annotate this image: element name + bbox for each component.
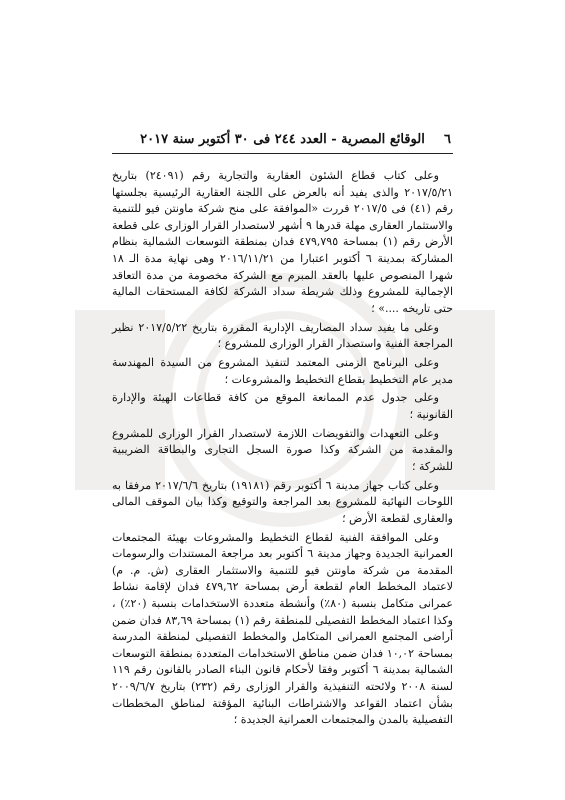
paragraph-city-letter: وعلى كتاب جهاز مدينة ٦ أكتوبر رقم (١٩١٨١) بتاريخ ٢٠١٧/٦/٦ مرفقا به اللوحات النهائية للمشروع بعد المراجعة والتوقيع وكذا بيان الموقف المالى والعقارى لقطعة الأرض ؛ <box>112 478 453 525</box>
decree-body <box>112 168 453 731</box>
paragraph-technical-approval: وعلى الموافقة الفنية لقطاع التخطيط والمشروعات بهيئة المجتمعات العمرانية الجديدة وجهاز مدينة ٦ أكتوبر بعد مراجعة المستندات والرسومات المقدمة من شركة ماونتن فيو للتنمية والاستثمار العقارى (ش. م. م) لاعتماد المخطط العام لقطعة أرض بمساحة ٤٧٩,٦٢ فدان لإقامة نشاط عمرانى متكامل بنسبة (٨٠٪) وأنشطة متعددة الاستخدامات بنسبة (٢٠٪) ، وكذا اعتماد المخطط التفصيلى للمنطقة رقم (١) بمساحة ٨٣,٦٩ فدان ضمن أراضى المجتمع العمرانى المتكامل والمخطط التفصيلى لمنطقة المدرسة بمساحة ١٠,٠٢ فدان ضمن مناطق الاستخدامات المتعددة بمنطقة التوسعات الشمالية بمدينة ٦ أكتوبر وفقا لأحكام قانون البناء الصادر بالقانون رقم ١١٩ لسنة ٢٠٠٨ ولائحته التنفيذية والقرار الوزارى رقم (٢٣٢) بتاريخ ٢٠٠٩/٦/٧ بشأن اعتماد القواعد والاشتراطات البنائية المؤقتة لمناطق المخططات التفصيلية بالمدن والمجتمعات العمرانية الجديدة ؛ <box>112 530 454 727</box>
page-header <box>112 127 453 154</box>
paragraph-admin-fees: وعلى ما يفيد سداد المصاريف الإدارية المقررة بتاريخ ٢٠١٧/٥/٢٢ نظير المراجعة الفنية واستصدار القرار الوزارى للمشروع ؛ <box>112 320 453 351</box>
gazette-issue-title: الوقائع المصرية - العدد ٢٤٤ فى ٣٠ أكتوبر سنة ٢٠١٧ <box>140 132 425 147</box>
page-number: ٦ <box>444 132 451 147</box>
paragraph-real-estate-letter: وعلى كتاب قطاع الشئون العقارية والتجارية رقم (٢٤٠٩١) بتاريخ ٢٠١٧/٥/٢١ والذى يفيد أنه بالعرض على اللجنة العقارية الرئيسية بجلستها رقم (٤١) فى ٢٠١٧/٥ قررت «الموافقة على منح شركة ماونتن فيو للتنمية والاستثمار العقارى مهلة قدرها ٩ أشهر لاستصدار القرار الوزارى على قطعة الأرض رقم (١) بمساحة ٤٧٩,٧٩٥ فدان بمنطقة التوسعات الشمالية بنظام المشاركة بمدينة ٦ أكتوبر اعتبارا من ٢٠١٦/١١/٢١ وهى نهاية مدة الـ ١٨ شهرا المنصوص عليها بالعقد المبرم مع الشركة مخصومة من مدة التعاقد الإجمالية للمشروع وذلك شريطة سداد الشركة لكافة المستحقات المالية حتى تاريخه ....» ؛ <box>112 169 453 315</box>
paragraph-timeline: وعلى البرنامج الزمنى المعتمد لتنفيذ المشروع من السيدة المهندسة مدير عام التخطيط بقطاع التخطيط والمشروعات ؛ <box>112 355 453 386</box>
paragraph-undertakings: وعلى التعهدات والتفويضات اللازمة لاستصدار القرار الوزارى للمشروع والمقدمة من الشركة وكذا صورة السجل التجارى والبطاقة الضريبية للشركة ؛ <box>112 426 453 473</box>
paragraph-no-objection: وعلى جدول عدم الممانعة الموقع من كافة قطاعات الهيئة والإدارة القانونية ؛ <box>112 391 453 421</box>
